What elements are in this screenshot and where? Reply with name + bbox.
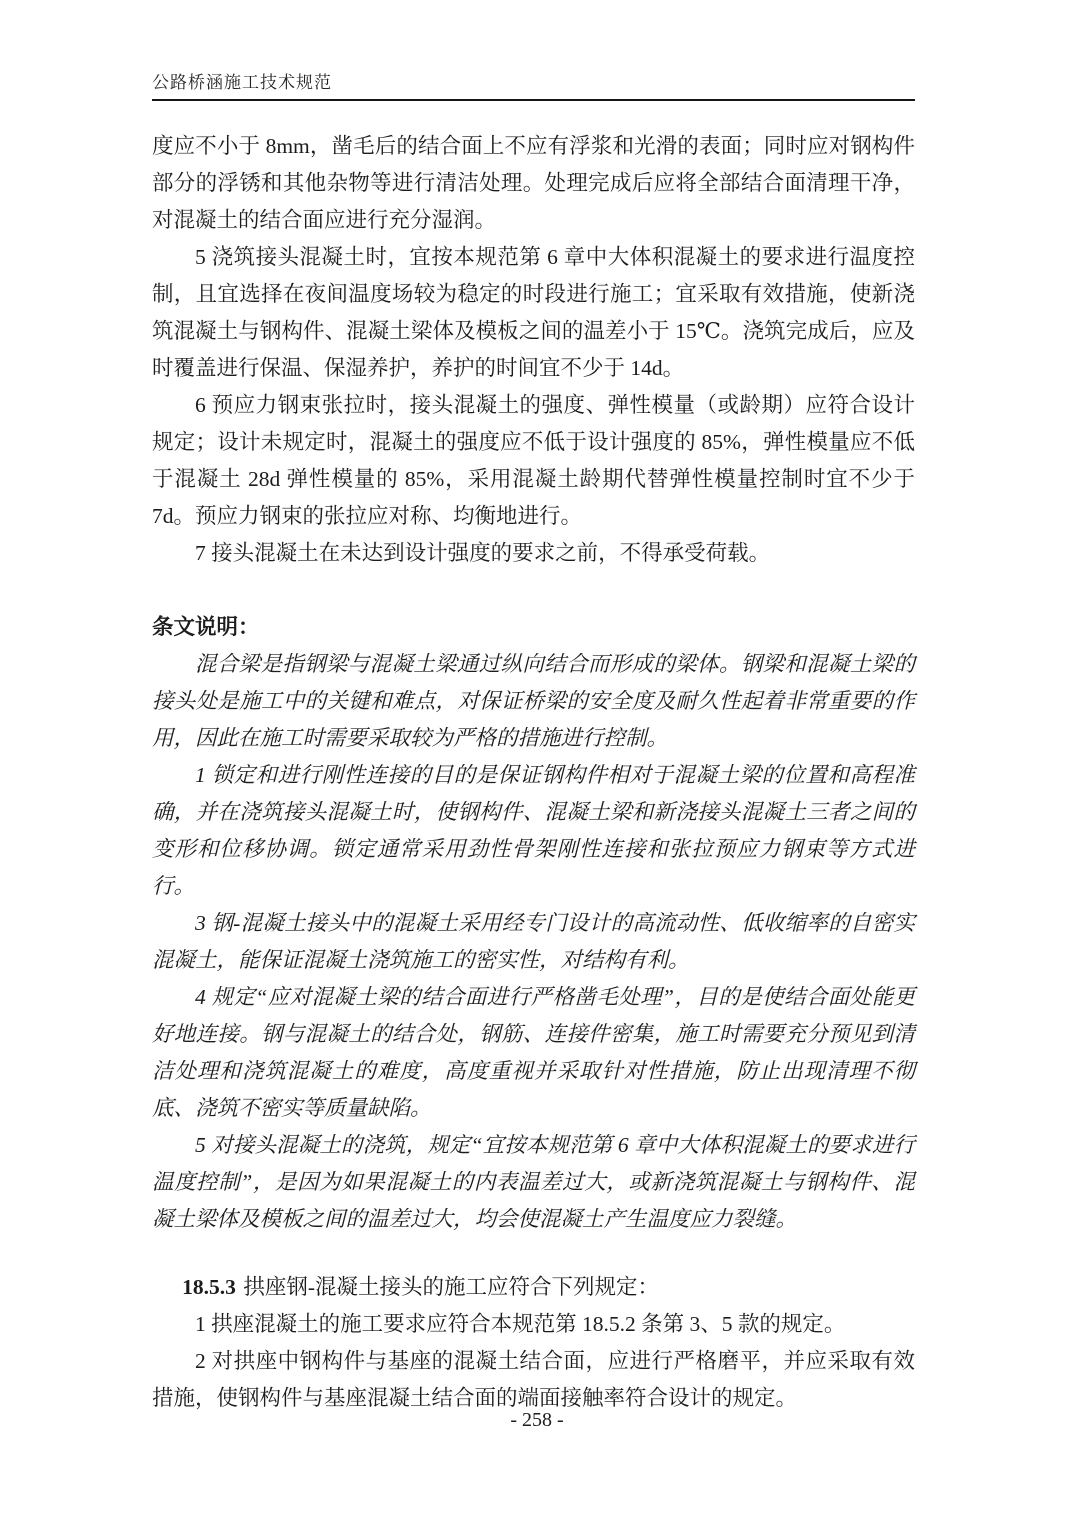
clause-heading xyxy=(152,1269,915,1306)
clause-item-1: 1 拱座混凝土的施工要求应符合本规范第 18.5.2 条第 3、5 款的规定。 xyxy=(195,1312,846,1336)
commentary-paragraph-item-4: 4 规定“应对混凝土梁的结合面进行严格凿毛处理”，目的是使结合面处能更好地连接。钢与混凝土的结合处，钢筋、连接件密集，施工时需要充分预见到清洁处理和浇筑混凝土的难度，高度重视并采取针对性措施，防止出现清理不彻底、浇筑不密实等质量缺陷。 xyxy=(152,985,915,1120)
page-number: - 258 - xyxy=(510,1409,564,1431)
body-paragraph-item-5: 5 浇筑接头混凝土时，宜按本规范第 6 章中大体积混凝土的要求进行温度控制，且宜选择在夜间温度场较为稳定的时段进行施工；宜采取有效措施，使新浇筑混凝土与钢构件、混凝土梁体及模板之间的温差小于 15℃。浇筑完成后，应及时覆盖进行保温、保湿养护，养护的时间宜不少于 14d。 xyxy=(152,245,915,380)
running-header-title: 公路桥涵施工技术规范 xyxy=(152,73,332,92)
running-header xyxy=(152,72,915,101)
body-paragraph-item-6: 6 预应力钢束张拉时，接头混凝土的强度、弹性模量（或龄期）应符合设计规定；设计未规定时，混凝土的强度应不低于设计强度的 85%，弹性模量应不低于混凝土 28d 弹性模量的 85%，采用混凝土龄期代替弹性模量控制时宜不少于 7d。预应力钢束的张拉应对称、均衡地进行。 xyxy=(152,393,915,528)
clause-section xyxy=(152,1269,915,1417)
page-footer xyxy=(0,1408,1074,1432)
clause-number: 18.5.3 xyxy=(182,1275,236,1299)
body-paragraph-continuation: 度应不小于 8mm，凿毛后的结合面上不应有浮浆和光滑的表面；同时应对钢构件部分的浮锈和其他杂物等进行清洁处理。处理完成后应将全部结合面清理干净，对混凝土的结合面应进行充分湿润。 xyxy=(152,134,915,232)
commentary-heading: 条文说明： xyxy=(152,615,260,639)
commentary-paragraph-item-5: 5 对接头混凝土的浇筑，规定“宜按本规范第 6 章中大体积混凝土的要求进行温度控制”，是因为如果混凝土的内表温差过大，或新浇筑混凝土与钢构件、混凝土梁体及模板之间的温差过大，均会使混凝土产生温度应力裂缝。 xyxy=(152,1133,915,1231)
body-paragraph-item-7: 7 接头混凝土在未达到设计强度的要求之前，不得承受荷载。 xyxy=(195,541,771,565)
header-rule xyxy=(152,99,915,101)
commentary-paragraph-item-1: 1 锁定和进行刚性连接的目的是保证钢构件相对于混凝土梁的位置和高程准确，并在浇筑接头混凝土时，使钢构件、混凝土梁和新浇接头混凝土三者之间的变形和位移协调。锁定通常采用劲性骨架刚性连接和张拉预应力钢束等方式进行。 xyxy=(152,763,915,898)
document-body xyxy=(152,128,915,1417)
clause-item-2: 2 对拱座中钢构件与基座的混凝土结合面，应进行严格磨平，并应采取有效措施，使钢构件与基座混凝土结合面的端面接触率符合设计的规定。 xyxy=(152,1349,915,1410)
commentary-paragraph-item-3: 3 钢-混凝土接头中的混凝土采用经专门设计的高流动性、低收缩率的自密实混凝土，能保证混凝土浇筑施工的密实性，对结构有利。 xyxy=(152,911,915,972)
clause-title: 拱座钢-混凝土接头的施工应符合下列规定： xyxy=(243,1275,660,1299)
commentary-paragraph-intro: 混合梁是指钢梁与混凝土梁通过纵向结合而形成的梁体。钢梁和混凝土梁的接头处是施工中的关键和难点，对保证桥梁的安全度及耐久性起着非常重要的作用，因此在施工时需要采取较为严格的措施进行控制。 xyxy=(152,652,915,750)
